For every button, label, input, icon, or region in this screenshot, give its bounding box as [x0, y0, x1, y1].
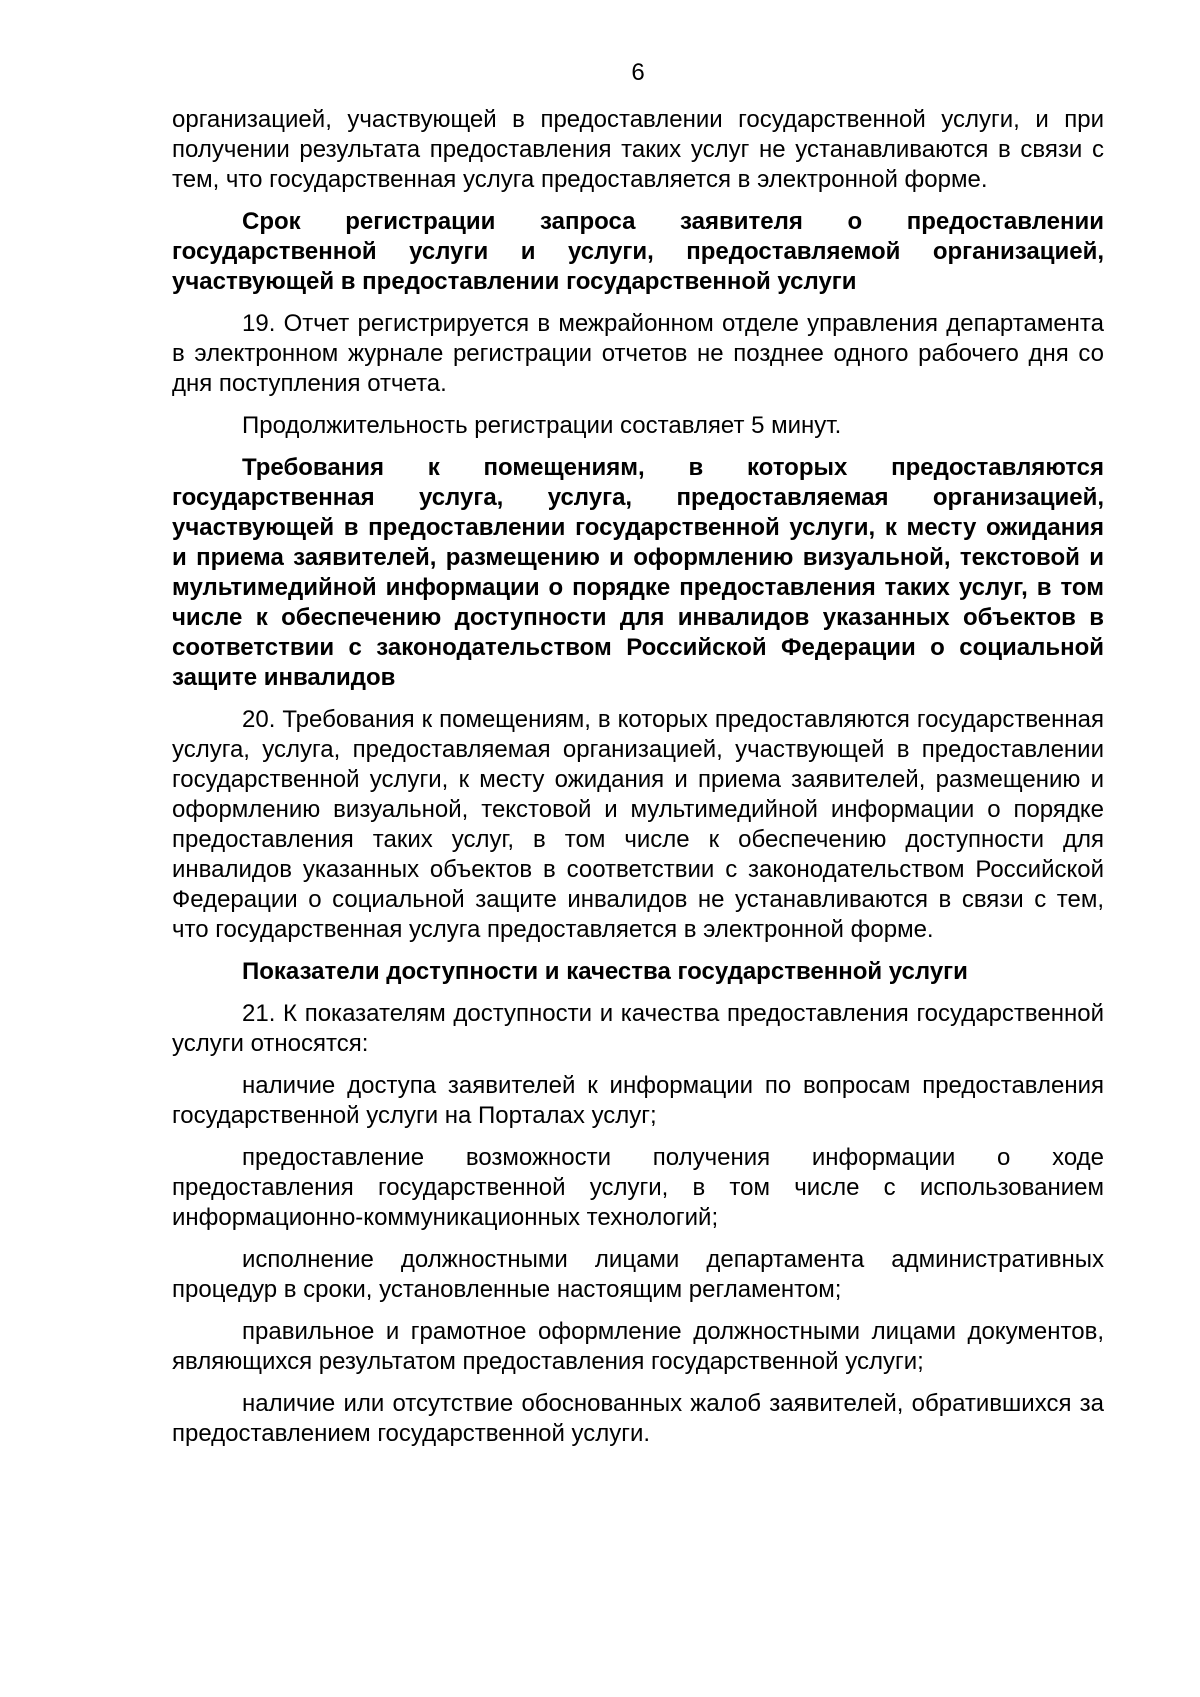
list-item-timely-procedures: исполнение должностными лицами департамента административных процедур в сроки, установленные настоящим регламентом;	[172, 1246, 1104, 1303]
paragraph-19: 19. Отчет регистрируется в межрайонном отделе управления департамента в электронном журнале регистрации отчетов не позднее одного рабочего дня со дня поступления отчета.	[172, 310, 1104, 397]
paragraph-registration-duration: Продолжительность регистрации составляет 5 минут.	[242, 412, 842, 439]
section-heading-accessibility-indicators: Показатели доступности и качества государственной услуги	[242, 958, 968, 985]
paragraph-continuation: организацией, участвующей в предоставлении государственной услуги, и при получении результата предоставления таких услуг не устанавливаются в связи с тем, что государственная услуга предоставляется в электронной форме.	[172, 106, 1104, 193]
list-item-progress-information: предоставление возможности получения информации о ходе предоставления государственной услуги, в том числе с использованием информационно-коммуникационных технологий;	[172, 1144, 1104, 1231]
section-heading-registration-term: Срок регистрации запроса заявителя о предоставлении государственной услуги и услуги, предоставляемой организацией, участвующей в предоставлении государственной услуги	[172, 208, 1104, 295]
section-heading-premises-requirements: Требования к помещениям, в которых предоставляются государственная услуга, услуга, предоставляемая организацией, участвующей в предоставлении государственной услуги, к месту ожидания и приема заявителей, размещению и оформлению визуальной, текстовой и мультимедийной информации о порядке предоставления таких услуг, в том числе к обеспечению доступности для инвалидов указанных объектов в соответствии с законодательством Российской Федерации о социальной защите инвалидов	[172, 454, 1104, 691]
list-item-complaints: наличие или отсутствие обоснованных жалоб заявителей, обратившихся за предоставлением государственной услуги.	[172, 1390, 1104, 1447]
page-number: 6	[631, 59, 645, 86]
paragraph-20: 20. Требования к помещениям, в которых предоставляются государственная услуга, услуга, предоставляемая организацией, участвующей в предоставлении государственной услуги, к месту ожидания и приема заявителей, размещению и оформлению визуальной, текстовой и мультимедийной информации о порядке предоставления таких услуг, в том числе к обеспечению доступности для инвалидов указанных объектов в соответствии с законодательством Российской Федерации о социальной защите инвалидов не устанавливаются в связи с тем, что государственная услуга предоставляется в электронной форме.	[172, 706, 1104, 943]
paragraph-21: 21. К показателям доступности и качества предоставления государственной услуги относятся:	[172, 1000, 1104, 1057]
list-item-access-to-information: наличие доступа заявителей к информации по вопросам предоставления государственной услуги на Порталах услуг;	[172, 1072, 1104, 1129]
list-item-correct-documents: правильное и грамотное оформление должностными лицами документов, являющихся результатом предоставления государственной услуги;	[172, 1318, 1104, 1375]
